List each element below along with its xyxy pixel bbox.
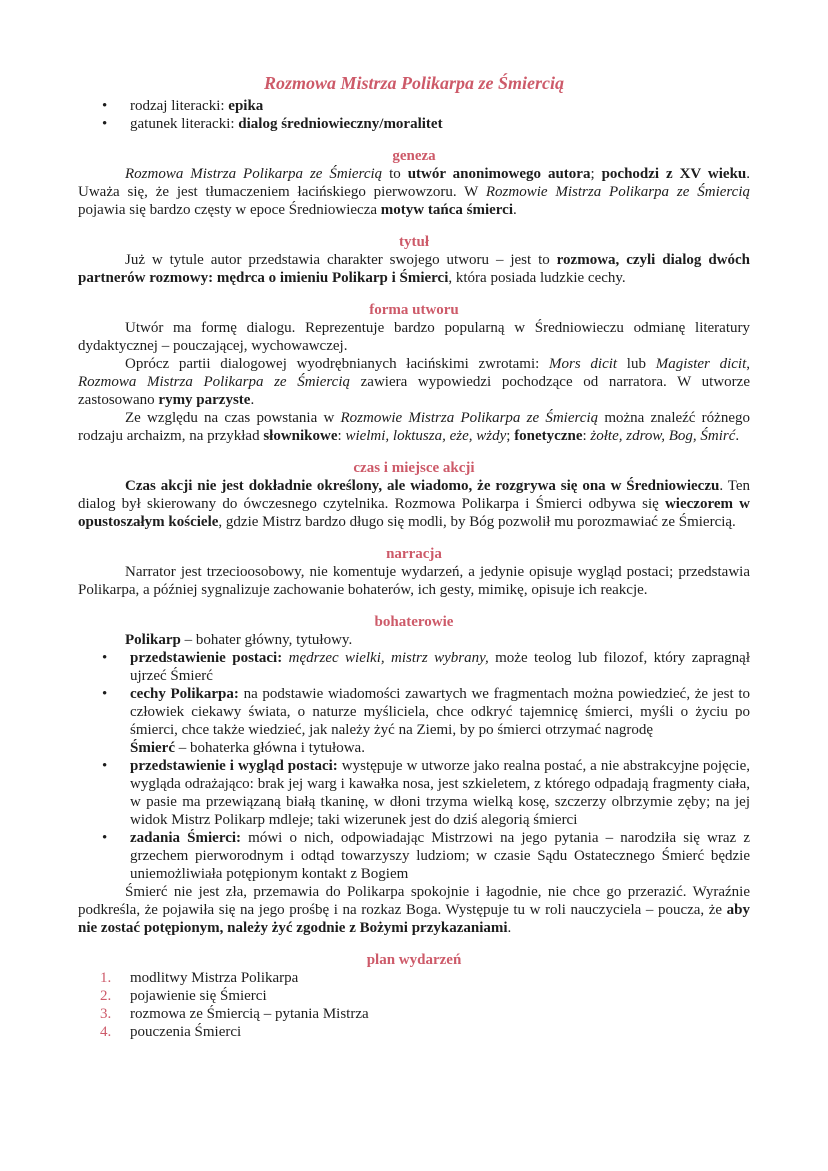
section-heading-tytul: tytuł bbox=[399, 234, 429, 250]
section-heading-plan-wydarzen: plan wydarzeń bbox=[366, 952, 462, 968]
paragraph bbox=[78, 563, 750, 599]
text-run: słownikowe bbox=[263, 428, 338, 444]
item-number: 1. bbox=[100, 970, 112, 986]
bullet-icon: • bbox=[102, 116, 108, 132]
text-run: pouczenia Śmierci bbox=[130, 1024, 242, 1040]
paragraph bbox=[130, 739, 750, 757]
bullet-icon: • bbox=[102, 686, 108, 702]
item-number: 3. bbox=[100, 1006, 112, 1022]
text-run: Czas akcji nie jest dokładnie określony, ale wiadomo, że rozgrywa się ona w Średniowieczu bbox=[125, 478, 720, 494]
text-run: Polikarp bbox=[125, 632, 181, 648]
text-run: dialog średniowieczny/moralitet bbox=[238, 116, 443, 132]
text-run: , bbox=[746, 356, 750, 372]
text-run: epika bbox=[228, 98, 264, 114]
bullet-icon: • bbox=[102, 650, 108, 666]
item-text bbox=[130, 1024, 241, 1040]
item-text bbox=[130, 988, 267, 1004]
bullet-text bbox=[130, 98, 263, 114]
text-run: mędrzec wielki, mistrz wybrany, bbox=[288, 650, 489, 666]
bullet-item bbox=[78, 97, 750, 115]
text-run: pochodzi z XV wieku bbox=[601, 166, 747, 182]
text-run: Już w tytule autor przedstawia charakter swojego utworu – jest to bbox=[125, 252, 557, 268]
bullet-item bbox=[78, 649, 750, 685]
bullet-text bbox=[130, 116, 443, 132]
text-run: Śmierć nie jest zła, przemawia do Polikarpa spokojnie i łagodnie, nie chce go przerazić. Wyraźnie podkreśla, że pojawiła się na jego prośbę i na rozkaz Boga. Występuje tu w roli nauczyciela – poucza, że bbox=[78, 884, 750, 918]
paragraph bbox=[78, 319, 750, 355]
section-heading-geneza: geneza bbox=[392, 148, 436, 164]
text-run: Śmierć bbox=[130, 740, 175, 756]
bullet-item bbox=[78, 829, 750, 883]
text-run: . bbox=[512, 202, 517, 218]
text-run: Rozmowie Mistrza Polikarpa ze Śmiercią bbox=[485, 184, 750, 200]
paragraph bbox=[78, 477, 750, 531]
bullet-list bbox=[78, 757, 750, 883]
bullet-icon: • bbox=[102, 758, 108, 774]
text-run: Utwór ma formę dialogu. Reprezentuje bardzo popularną w Średniowieczu odmianę literatury dydaktycznej – pouczającej, wychowawczej. bbox=[78, 320, 750, 354]
text-run: rozmowa, czyli dialog dwóch partnerów rozmowy: mędrca o imieniu Polikarp i Śmierci bbox=[78, 252, 751, 286]
text-run: lub bbox=[617, 356, 656, 372]
text-run: rymy parzyste bbox=[158, 392, 251, 408]
text-run: : bbox=[582, 428, 591, 444]
text-run: modlitwy Mistrza Polikarpa bbox=[130, 970, 299, 986]
bullet-text bbox=[130, 830, 750, 882]
bullet-item bbox=[78, 685, 750, 739]
text-run: Rozmowa Mistrza Polikarpa ze Śmiercią bbox=[78, 374, 350, 390]
text-run: ; bbox=[590, 166, 602, 182]
bullet-item bbox=[78, 757, 750, 829]
text-run: to bbox=[382, 166, 408, 182]
text-run: Oprócz partii dialogowej wyodrębnianych łacińskimi zwrotami: bbox=[125, 356, 550, 372]
bullet-icon: • bbox=[102, 98, 108, 114]
bullet-text bbox=[130, 686, 750, 738]
section-heading-narracja: narracja bbox=[386, 546, 442, 562]
section-heading-bohaterowie: bohaterowie bbox=[374, 614, 454, 630]
text-run: . bbox=[507, 920, 512, 936]
text-run: rodzaj literacki: bbox=[130, 98, 229, 114]
text-run: wieczorem w opustoszałym kościele bbox=[78, 496, 750, 530]
document-title: Rozmowa Mistrza Polikarpa ze Śmiercią bbox=[263, 73, 565, 93]
item-text bbox=[130, 970, 298, 986]
text-run: aby nie zostać potępionym, należy żyć zgodnie z Bożymi przykazaniami bbox=[78, 902, 750, 936]
text-run: występuje w utworze jako realna postać, a nie abstrakcyjne pojęcie, wygląda odrażająco: brak jej warg i kawałka nosa, jest szkieletem, z którego odpadają fragmenty ciała, w pasie ma przewiązaną białą tkaninę, w dłoni trzyma wielką kosę, szczerzy olbrzymie zęby; na jej widok Mistrz Polikarp mdleje; taki wizerunek jest do dziś alegorią śmierci bbox=[130, 758, 750, 828]
bullet-text bbox=[130, 758, 750, 828]
text-run: gatunek literacki: bbox=[130, 116, 239, 132]
text-run: , gdzie Mistrz bardzo długo się modli, by Bóg pozwolił mu porozmawiać ze Śmiercią. bbox=[218, 514, 736, 530]
numbered-list bbox=[78, 969, 750, 1041]
text-run: . bbox=[735, 428, 740, 444]
text-run: wielmi, loktusza, eże, wżdy bbox=[345, 428, 507, 444]
document-content bbox=[78, 97, 750, 1041]
text-run: przedstawienie i wygląd postaci: bbox=[130, 758, 338, 774]
text-run: . Ten dialog był skierowany do ówczesnego czytelnika. Rozmowa Polikarpa i Śmierci odbywa się bbox=[78, 478, 750, 512]
text-run: . Uważa się, że jest tłumaczeniem łacińskiego pierwowzoru. W bbox=[78, 166, 751, 200]
text-run: Narrator jest trzecioosobowy, nie komentuje wydarzeń, a jedynie opisuje wygląd postaci; przedstawia Polikarpa, a później sygnalizuje zachowanie bohaterów, ich gesty, mimikę, opisuje ich reakcje. bbox=[78, 564, 750, 598]
text-run: ; bbox=[506, 428, 515, 444]
text-run: zawiera wypowiedzi pochodzące od narratora. W utworze zastosowano bbox=[78, 374, 750, 408]
numbered-item bbox=[78, 1023, 750, 1041]
text-run: Rozmowa Mistrza Polikarpa ze Śmiercią bbox=[125, 166, 383, 182]
paragraph bbox=[78, 883, 750, 937]
bullet-list bbox=[78, 649, 750, 739]
bullet-list bbox=[78, 97, 750, 133]
paragraph bbox=[78, 165, 750, 219]
text-run: rozmowa ze Śmiercią – pytania Mistrza bbox=[130, 1006, 369, 1022]
text-run: przedstawienie postaci: bbox=[130, 650, 283, 666]
bullet-text bbox=[130, 650, 750, 684]
text-run: – bohaterka główna i tytułowa. bbox=[174, 740, 365, 756]
text-run: pojawia się bardzo częsty w epoce Średniowiecza bbox=[78, 202, 381, 218]
text-run: mówi o nich, odpowiadając Mistrzowi na jego pytania – narodziła się wraz z grzechem pierworodnym i odtąd towarzyszy ludziom; w czasie Sądu Ostatecznego Śmierć będzie uniemożliwiała potępionym kontakt z Bogiem bbox=[130, 830, 750, 882]
paragraph bbox=[78, 355, 750, 409]
item-number: 2. bbox=[100, 988, 112, 1004]
numbered-item bbox=[78, 969, 750, 987]
text-run: można znaleźć różnego rodzaju archaizm, na przykład bbox=[78, 410, 750, 444]
section-heading-czas-i-miejsce-akcji: czas i miejsce akcji bbox=[353, 460, 475, 476]
text-run: . bbox=[250, 392, 255, 408]
text-run: , która posiada ludzkie cechy. bbox=[448, 270, 626, 286]
text-run: Rozmowie Mistrza Polikarpa ze Śmiercią bbox=[340, 410, 599, 426]
numbered-item bbox=[78, 987, 750, 1005]
text-run: Ze względu na czas powstania w bbox=[125, 410, 341, 426]
paragraph bbox=[78, 409, 750, 445]
paragraph bbox=[78, 631, 750, 649]
text-run: motyw tańca śmierci bbox=[380, 202, 513, 218]
text-run: : bbox=[337, 428, 346, 444]
text-run: – bohater główny, tytułowy. bbox=[180, 632, 353, 648]
numbered-item bbox=[78, 1005, 750, 1023]
text-run: zadania Śmierci: bbox=[130, 830, 242, 846]
bullet-icon: • bbox=[102, 830, 108, 846]
bullet-item bbox=[78, 115, 750, 133]
text-run: cechy Polikarpa: bbox=[130, 686, 239, 702]
text-run: Magister dicit bbox=[655, 356, 747, 372]
text-run: na podstawie wiadomości zawartych we fragmentach można powiedzieć, że jest to człowiek ciekawy świata, o naturze myśliciela, chce odkryć tajemnicę śmierci, myśli o życiu po śmierci, chce także wiedzieć, jak należy żyć na Ziemi, by po śmierci otrzymać nagrodę bbox=[130, 686, 750, 738]
text-run: fonetyczne bbox=[514, 428, 583, 444]
item-number: 4. bbox=[100, 1024, 112, 1040]
text-run: żołte, zdrow, Bog, Śmirć bbox=[590, 428, 736, 444]
text-run: utwór anonimowego autora bbox=[407, 166, 591, 182]
text-run: może teolog lub filozof, który zapragnął ujrzeć Śmierć bbox=[130, 650, 750, 684]
text-run: pojawienie się Śmierci bbox=[130, 988, 267, 1004]
section-heading-forma-utworu: forma utworu bbox=[369, 302, 459, 318]
text-run: Mors dicit bbox=[549, 356, 618, 372]
item-text bbox=[130, 1006, 369, 1022]
paragraph bbox=[78, 251, 750, 287]
